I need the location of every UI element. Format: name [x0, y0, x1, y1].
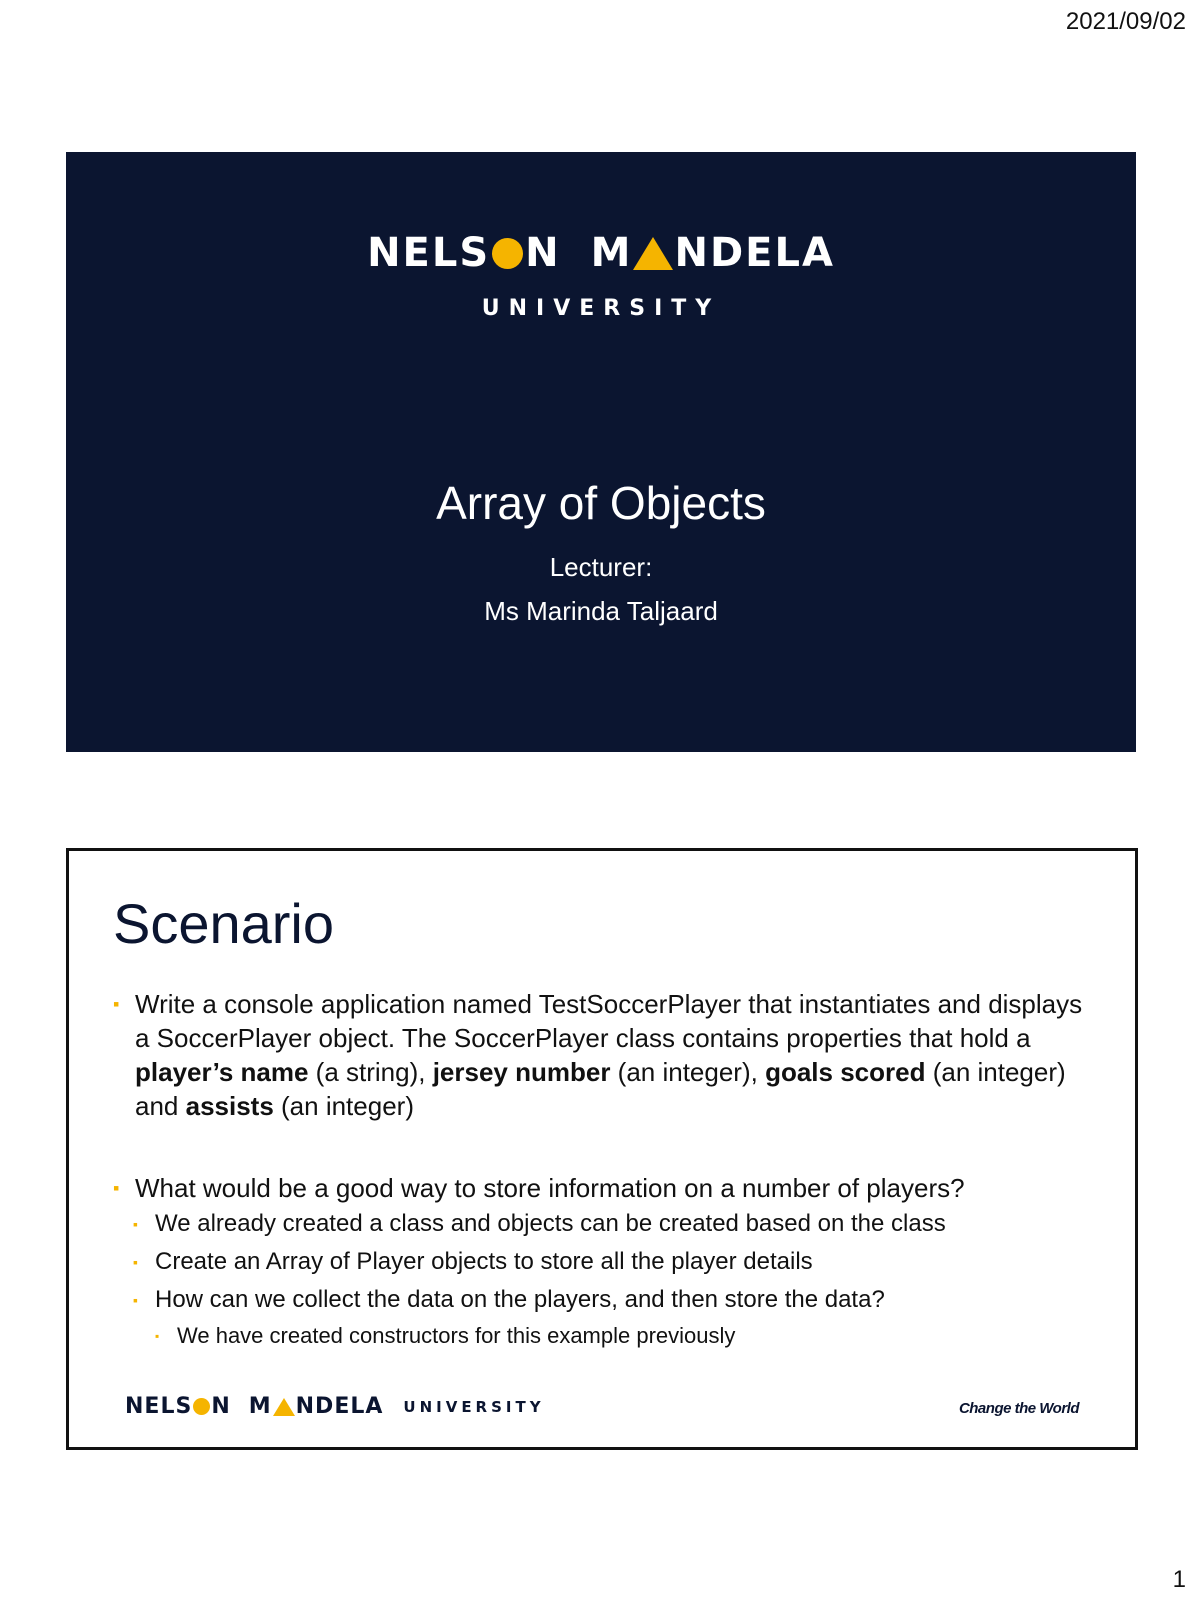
logo-text-m: M [590, 230, 633, 276]
logo-university-text: UNIVERSITY [481, 296, 721, 321]
sub-bullet-item: ▪ How can we collect the data on the players, and then store the data? [133, 1281, 1103, 1319]
tagline: Change the World [958, 1400, 1079, 1417]
logo-circle-icon [492, 238, 523, 269]
bullet-marker-icon: ▪ [113, 1178, 120, 1198]
logo-text-n: N [525, 230, 561, 276]
university-logo [66, 232, 1136, 321]
page-number: 1 [1172, 1566, 1186, 1593]
bullet-marker-icon: ▪ [113, 994, 120, 1014]
bullet-marker-icon: ▪ [133, 1254, 138, 1270]
sub-sub-bullet-item: ▪ We have created constructors for this example previously [155, 1319, 1103, 1353]
logo-triangle-icon [273, 1398, 295, 1416]
bullet-item: ▪ What would be a good way to store information on a number of players? [113, 1173, 965, 1203]
slide-title: Array of Objects [436, 477, 766, 529]
footer-logo: NELS N M NDELA UNIVERSITY [125, 1394, 545, 1419]
logo-triangle-icon [633, 237, 673, 270]
bullet-marker-icon: ▪ [133, 1292, 138, 1308]
logo-text-ndela: NDELA [674, 230, 835, 276]
slide-title: Scenario [113, 892, 335, 955]
bold-term: player’s name [135, 1057, 309, 1087]
bullet-marker-icon: ▪ [155, 1329, 160, 1343]
logo-circle-icon [193, 1398, 210, 1415]
logo-text-nels: NELS [367, 230, 491, 276]
slide-content [113, 987, 1103, 1353]
lecturer-name: Ms Marinda Taljaard [484, 596, 718, 626]
title-slide [66, 152, 1136, 752]
bullet-item: ▪ Write a console application named TestSoccerPlayer that instantiates and displays a SoccerPlayer object. The SoccerPlayer class contains properties that hold a player’s name (a string), jersey number (an integer), goals scored (an integer) and assists (an integer) [113, 989, 1083, 1121]
logo-university-text: UNIVERSITY [403, 1397, 545, 1416]
bold-term: goals scored [765, 1057, 926, 1087]
sub-bullet-item: ▪ We already created a class and objects can be created based on the class [133, 1205, 1103, 1243]
page-date: 2021/09/02 [1065, 8, 1186, 35]
scenario-slide [66, 848, 1138, 1450]
bullet-marker-icon: ▪ [133, 1216, 138, 1232]
bold-term: jersey number [432, 1057, 611, 1087]
lecturer-label: Lecturer: [549, 552, 653, 582]
sub-bullet-item: ▪ Create an Array of Player objects to store all the player details [133, 1243, 1103, 1281]
bold-term: assists [185, 1091, 274, 1121]
